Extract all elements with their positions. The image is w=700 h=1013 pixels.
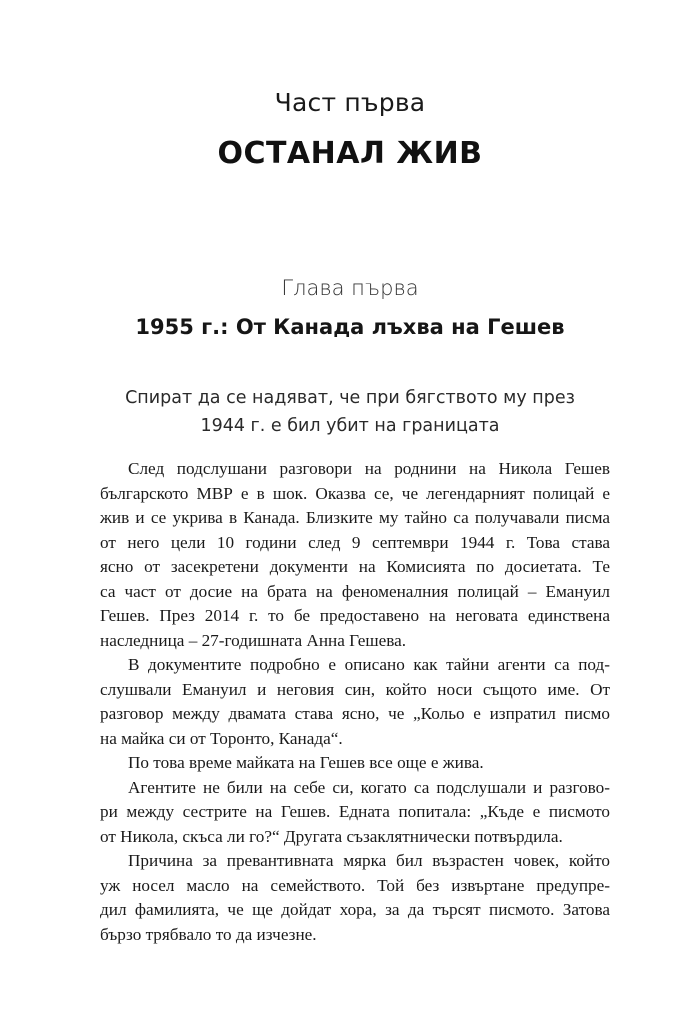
subtitle-line: 1944 г. е бил убит на границата bbox=[200, 416, 500, 436]
text-line: са част от досие на брата на феноменалния полицай – Емануил bbox=[100, 581, 610, 601]
text-line: бързо трябвало то да изчезне. bbox=[100, 924, 317, 944]
text-line: След подслушани разговори на роднини на Никола Гешев bbox=[128, 459, 610, 478]
text-line: наследница – 27-годишната Анна Гешева. bbox=[100, 630, 407, 650]
paragraph bbox=[100, 776, 610, 850]
text-line: Агентите не били на себе си, когато са подслушали и разгово- bbox=[128, 777, 610, 797]
paragraph bbox=[100, 849, 610, 947]
text-line: от него цели 10 години след 9 септември 1944 г. Това става bbox=[100, 532, 610, 552]
text-line: Причина за превантивната мярка бил възрастен човек, който bbox=[128, 851, 610, 870]
paragraph bbox=[100, 457, 610, 653]
text-line: дил фамилията, че ще дойдат хора, за да търсят писмото. Затова bbox=[100, 900, 610, 919]
text-line: По това време майката на Гешев все още е жива. bbox=[128, 753, 484, 772]
paragraph bbox=[100, 751, 610, 776]
part-label: Част първа bbox=[274, 88, 426, 117]
text-line: уж носел масло на семейството. Той без извъртане предупре- bbox=[100, 875, 610, 895]
body-text bbox=[100, 457, 610, 947]
text-line: Гешев. През 2014 г. то бе предоставено на неговата единствена bbox=[100, 606, 610, 625]
text-line: на майка си от Торонто, Канада“. bbox=[100, 728, 343, 748]
part-title: ОСТАНАЛ ЖИВ bbox=[217, 136, 483, 171]
text-line: жив и се укрива в Канада. Близките му тайно са получавали писма bbox=[100, 508, 610, 527]
paragraph bbox=[100, 653, 610, 751]
subtitle-line: Спират да се надяват, че при бягството му през bbox=[125, 388, 575, 408]
chapter-subtitle bbox=[100, 384, 600, 440]
text-line: ясно от засекретени документи на Комисията по досиетата. Те bbox=[100, 557, 610, 576]
text-line: В документите подробно е описано как тайни агенти са под- bbox=[128, 655, 610, 674]
chapter-title: 1955 г.: От Канада лъхва на Гешев bbox=[135, 315, 565, 339]
chapter-label: Глава първа bbox=[281, 276, 419, 300]
text-line: ри между сестрите на Гешев. Едната попитала: „Къде е писмото bbox=[100, 802, 610, 821]
text-line: българското МВР е в шок. Оказва се, че легендарният полицай е bbox=[100, 483, 610, 503]
text-line: разговор между двамата става ясно, че „Кольо е изпратил писмо bbox=[100, 704, 610, 723]
text-line: слушвали Емануил и неговия син, който носи същото име. От bbox=[100, 679, 610, 699]
text-line: от Никола, скъса ли го?“ Другата съзаклятнически потвърдила. bbox=[100, 826, 563, 846]
